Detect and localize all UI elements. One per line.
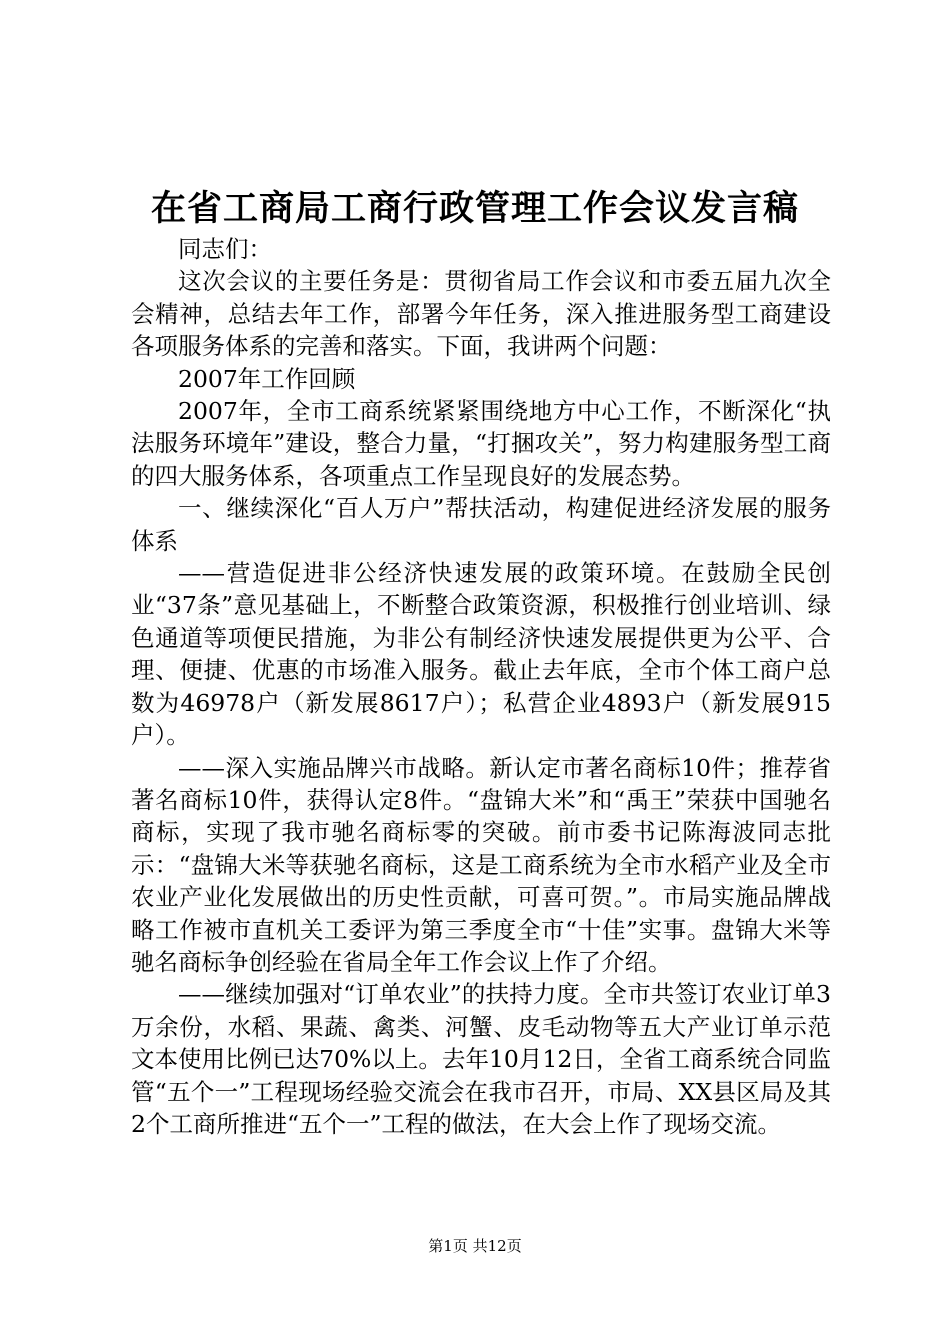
paragraph: 这次会议的主要任务是：贯彻省局工作会议和市委五届九次全会精神，总结去年工作，部署今年任务，深入推进服务型工商建设各项服务体系的完善和落实。下面，我讲两个问题： [131,267,831,361]
document-body [131,233,831,1140]
salutation: 同志们： [178,235,272,263]
document-title: 在省工商局工商行政管理工作会议发言稿 [150,188,799,229]
paragraph: ——营造促进非公经济快速发展的政策环境。在鼓励全民创业“37条”意见基础上，不断整合政策资源，积极推行创业培训、绿色通道等项便民措施，为非公有制经济快速发展提供更为公平、合理、便捷、优惠的市场准入服务。截止去年底，全市个体工商户总数为46978户（新发展8617户）；私营企业4893户（新发展915户）。 [131,559,831,750]
paragraph: ——继续加强对“订单农业”的扶持力度。全市共签订农业订单3万余份，水稻、果蔬、禽类、河蟹、皮毛动物等五大产业订单示范文本使用比例已达70%以上。去年10月12日，全省工商系统合同监管“五个一”工程现场经验交流会在我市召开，市局、XX县区局及其2个工商所推进“五个一”工程的做法，在大会上作了现场交流。 [131,980,831,1138]
section-heading: 2007年工作回顾 [178,364,356,393]
page-number: 第1页 共12页 [428,1237,522,1255]
paragraph: 2007年，全市工商系统紧紧围绕地方中心工作，不断深化“执法服务环境年”建设，整合力量，“打捆攻关”，努力构建服务型工商的四大服务体系，各项重点工作呈现良好的发展态势。 [131,397,831,490]
section-heading: 一、继续深化“百人万户”帮扶活动，构建促进经济发展的服务体系 [131,494,831,555]
paragraph: ——深入实施品牌兴市战略。新认定市著名商标10件；推荐省著名商标10件，获得认定8件。“盘锦大米”和“禹王”荣获中国驰名商标，实现了我市驰名商标零的突破。前市委书记陈海波同志批示：“盘锦大米等获驰名商标，这是工商系统为全市水稻产业及全市农业产业化发展做出的历史性贡献，可喜可贺。”。市局实施品牌战略工作被市直机关工委评为第三季度全市“十佳”实事。盘锦大米等驰名商标争创经验在省局全年工作会议上作了介绍。 [131,753,831,976]
